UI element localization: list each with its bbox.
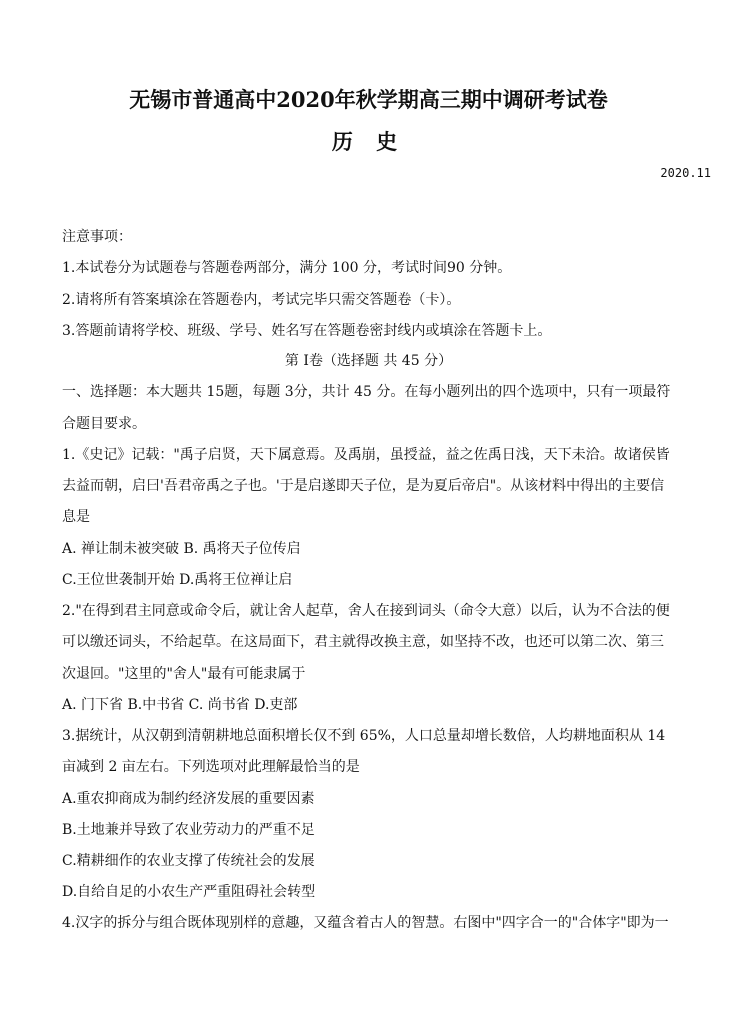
question-3-option: A.重农抑商成为制约经济发展的重要因素 (62, 791, 315, 807)
section-heading: 第 I卷（选择题 共 45 分） (284, 353, 453, 369)
exam-title: 无锡市普通高中2020年秋学期高三期中调研考试卷 (129, 87, 608, 112)
question-4-text: 4.汉字的拆分与组合既体现别样的意趣，又蕴含着古人的智慧。右图中"四字合一的"合体字"即为一 (62, 915, 669, 931)
question-3-option: B.土地兼并导致了农业劳动力的严重不足 (62, 822, 315, 838)
question-1-text: 1.《史记》记载："禹子启贤，天下属意焉。及禹崩，虽授益，益之佐禹日浅，天下未洽。故诸侯皆 (62, 447, 670, 463)
question-2-text: 2."在得到君主同意或命令后，就让舍人起草，舍人在接到词头（命令大意）以后，认为不合法的便 (62, 603, 670, 619)
question-1-text: 去益而朝，启曰'吾君帝禹之子也。'于是启遂即天子位，是为夏后帝启"。从该材料中得出的主要信 (62, 478, 665, 494)
question-2-text: 次退回。"这里的"舍人"最有可能隶属于 (62, 666, 306, 682)
note-item: 3.答题前请将学校、班级、学号、姓名写在答题卷密封线内或填涂在答题卡上。 (62, 323, 552, 339)
note-item: 2.请将所有答案填涂在答题卷内，考试完毕只需交答题卷（卡）。 (62, 292, 461, 308)
question-3-text: 3.据统计，从汉朝到清朝耕地总面积增长仅不到 65%，人口总量却增长数倍，人均耕地面积从 14 (62, 728, 666, 744)
question-3-option: D.自给自足的小农生产严重阻碍社会转型 (62, 884, 316, 900)
subject-title: 历 史 (331, 129, 406, 154)
notes-heading: 注意事项： (62, 229, 132, 245)
exam-date: 2020.11 (660, 166, 711, 180)
question-3-option: C.精耕细作的农业支撑了传统社会的发展 (62, 853, 315, 869)
question-3-text: 亩减到 2 亩左右。下列选项对此理解最恰当的是 (62, 759, 360, 775)
question-1-options: C.王位世袭制开始 D.禹将王位禅让启 (62, 572, 293, 588)
section-instruction: 合题目要求。 (62, 416, 146, 432)
section-instruction: 一、选择题：本大题共 15题，每题 3分，共计 45 分。在每小题列出的四个选项中，只有一项最符 (62, 384, 671, 400)
question-2-text: 可以缴还词头，不给起草。在这局面下，君主就得改换主意，如坚持不改，也还可以第二次、第三 (62, 634, 664, 650)
note-item: 1.本试卷分为试题卷与答题卷两部分，满分 100 分，考试时间90 分钟。 (62, 260, 512, 276)
question-2-options: A. 门下省 B.中书省 C. 尚书省 D.吏部 (62, 697, 298, 713)
question-1-text: 息是 (62, 509, 90, 525)
question-1-options: A. 禅让制未被突破 B. 禹将天子位传启 (62, 541, 301, 557)
